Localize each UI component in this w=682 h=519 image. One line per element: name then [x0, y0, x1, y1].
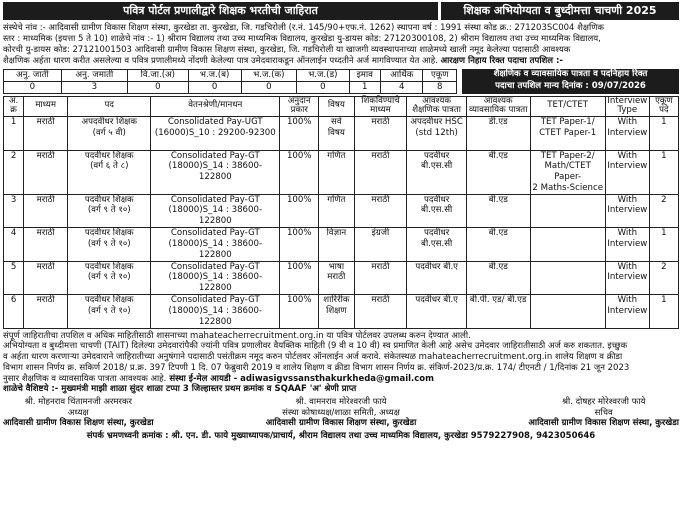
- qualification-date-box: [462, 69, 679, 94]
- subject-cell-text: मराठी: [327, 272, 346, 283]
- post-cell-text: अपदवीधर शिक्षक: [81, 117, 137, 128]
- medium-cell-text: मराठी: [36, 295, 55, 306]
- pay-scale-cell-text: (18000)S_14 : 38600-122800: [168, 272, 263, 294]
- interview-cell-text: Interview: [607, 305, 648, 316]
- column-header: विषय: [319, 96, 354, 117]
- tet-cell-text: TET Paper-1/: [540, 117, 595, 128]
- column-header: शिकविण्याचे माध्यम: [354, 96, 407, 117]
- signatory-org: आदिवासी ग्रामीण विकास शिक्षण संस्था, कुरखेडा: [3, 418, 154, 429]
- interview-cell-text: With: [617, 194, 638, 205]
- medium-cell: [24, 228, 68, 262]
- post-cell-text: (वर्ग ९ ते १०): [87, 272, 131, 283]
- vacancy-body: [4, 117, 679, 328]
- teaching-medium-cell: [354, 295, 407, 329]
- reservation-value: 0: [297, 81, 349, 93]
- reservation-header: भ.ज.(क): [241, 69, 297, 81]
- subject-cell-text: गणित: [327, 194, 346, 205]
- row-number: [4, 228, 24, 262]
- post-cell-text: पदवीधर शिक्षक: [84, 295, 134, 306]
- pay-scale-cell-text: (18000)S_14 : 38600-122800: [168, 305, 263, 327]
- interview-cell: [605, 261, 649, 295]
- tet-cell: [530, 261, 605, 295]
- grant-cell-text: 100%: [286, 261, 312, 272]
- subject-cell: [319, 194, 354, 228]
- professional-cell-text: बी.एड: [488, 261, 508, 272]
- total-posts-cell: [649, 117, 678, 151]
- education-cell: [407, 194, 467, 228]
- teaching-medium-cell-text: मराठी: [371, 295, 390, 306]
- signatory-org: आदिवासी ग्रामीण विकास शिक्षण संस्था, कुरखेडा: [528, 418, 679, 429]
- signatory-name: श्री. दोषहर मोरेश्वरजी फाये: [561, 396, 646, 407]
- signature-secretary: [528, 397, 679, 429]
- tet-cell: [530, 150, 605, 194]
- post-cell-text: (वर्ग ६ ते ८): [90, 161, 129, 172]
- interview-cell-text: Interview: [607, 161, 648, 172]
- reservation-header: इमाव: [349, 69, 381, 81]
- medium-cell: [24, 150, 68, 194]
- subject-cell: [319, 261, 354, 295]
- professional-cell-text: डी.एड: [488, 117, 508, 128]
- tet-cell: [530, 228, 605, 262]
- medium-cell: [24, 194, 68, 228]
- education-cell-text: (std 12th): [415, 127, 458, 138]
- footer-line: नुसार शैक्षणिक व व्यावसायिक पात्रता आवश्यक आहे. संस्था ई-मेल आयडी - adiwasigvssansthakurkheda@gmail.com: [3, 373, 435, 384]
- reservation-value: 0: [127, 81, 188, 93]
- post-cell-text: (वर्ग ९ ते १०): [87, 205, 131, 216]
- grant-cell-text: 100%: [286, 117, 312, 128]
- grant-cell: [280, 150, 319, 194]
- professional-cell-text: बी.एड: [488, 194, 508, 205]
- interview-cell-text: With: [617, 117, 638, 128]
- qualification-box-line: शैक्षणिक व व्यावसायिक पात्रता व पदनिहाय रिक्त: [493, 69, 648, 80]
- interview-cell: [605, 228, 649, 262]
- total-posts-cell-text: 1: [661, 117, 667, 128]
- interview-cell: [605, 295, 649, 329]
- subject-cell-text: शारिरीक: [323, 295, 350, 306]
- teaching-medium-cell-text: मराठी: [371, 194, 390, 205]
- signature-president: [3, 397, 154, 429]
- post-cell: [68, 261, 151, 295]
- tet-cell-text: CTET Paper-1: [539, 127, 597, 138]
- education-cell-text: पदवीधर बी.ए: [415, 295, 458, 306]
- grant-cell: [280, 295, 319, 329]
- education-cell-text: पदवीधर बी.ए: [415, 261, 458, 272]
- subject-cell: [319, 228, 354, 262]
- post-cell: [68, 194, 151, 228]
- pay-scale-cell: [151, 295, 280, 329]
- professional-cell-text: बी.पी. एड/ बी.एड: [469, 295, 527, 306]
- pay-scale-cell-text: (18000)S_14 : 38600-122800: [168, 161, 263, 183]
- professional-cell: [466, 150, 530, 194]
- medium-cell-text: मराठी: [36, 228, 55, 239]
- interview-cell-text: Interview: [607, 205, 648, 216]
- reservation-value: 1: [349, 81, 381, 93]
- teaching-medium-cell: [354, 150, 407, 194]
- pay-scale-cell-text: (16000)S_10 : 29200-92300: [154, 127, 276, 138]
- institution-intro: [3, 23, 679, 67]
- table-row: [4, 261, 679, 295]
- row-number: [4, 194, 24, 228]
- pay-scale-cell: [151, 117, 280, 151]
- total-posts-cell: [649, 228, 678, 262]
- total-posts-cell: [649, 150, 678, 194]
- tet-cell-text: Math/CTET Paper-: [544, 161, 591, 183]
- intro-line: शैक्षणिक अर्हता धारण करीत असलेल्या व पवित्र प्रणालीमध्ये नोंदणी केलेल्या पात्र उमेदवाराकडून ऑनलाईन पध्दतीने अर्ज मागविण्यात येत आहे. आरक्षण निहाय रिक्त पदाचा तपशिल :-: [3, 55, 563, 66]
- teaching-medium-cell: [354, 194, 407, 228]
- pay-scale-cell-text: Consolidated Pay-GT: [170, 261, 260, 272]
- column-header: अ. क्र: [4, 96, 24, 117]
- row-number-text: 4: [10, 228, 17, 239]
- total-posts-cell: [649, 295, 678, 329]
- education-cell-text: पदवीधर: [424, 194, 450, 205]
- interview-cell-text: With: [617, 261, 638, 272]
- grant-cell-text: 100%: [286, 150, 312, 161]
- pay-scale-cell-text: Consolidated Pay-GT: [170, 150, 260, 161]
- column-header: वेतनश्रेणी/मानधन: [151, 96, 280, 117]
- total-posts-cell-text: 2: [661, 194, 667, 205]
- reservation-header: आर्थिक: [381, 69, 423, 81]
- tet-cell: [530, 117, 605, 151]
- column-header: पद: [68, 96, 151, 117]
- interview-cell: [605, 150, 649, 194]
- grant-cell: [280, 117, 319, 151]
- total-posts-cell: [649, 194, 678, 228]
- teaching-medium-cell-text: मराठी: [371, 261, 390, 272]
- medium-cell-text: मराठी: [36, 150, 55, 161]
- footer-line: व अर्हता धारण करणाऱ्या उमेदवाराने जाहिरातीच्या अनुषंगाने पदासाठी पसंतीक्रम नमूद करुन पोर्टलवर ऑनलाईन अर्ज करावे. संकेतस्थळ mahateacherrecruitment.org.in शालेय शिक्षण व क्रीडा: [3, 352, 623, 363]
- grant-cell: [280, 261, 319, 295]
- professional-cell: [466, 194, 530, 228]
- row-number-text: 1: [10, 117, 17, 128]
- reservation-value: 4: [381, 81, 423, 93]
- vacancy-table: [3, 96, 679, 329]
- post-cell-text: (वर्ग ५ वी): [92, 127, 126, 138]
- reservation-header: एकूण: [423, 69, 457, 81]
- grant-cell-text: 100%: [286, 194, 312, 205]
- post-cell: [68, 295, 151, 329]
- professional-cell: [466, 228, 530, 262]
- interview-cell-text: With: [617, 150, 638, 161]
- row-number-text: 6: [10, 295, 17, 306]
- teaching-medium-cell-text: मराठी: [371, 117, 390, 128]
- medium-cell-text: मराठी: [36, 194, 55, 205]
- professional-cell-text: बी.एड: [488, 228, 508, 239]
- reservation-value: 0: [4, 81, 62, 93]
- education-cell-text: पदवीधर: [424, 150, 450, 161]
- reservation-section: [3, 69, 679, 94]
- reservation-header: भ.ज.(ड): [297, 69, 349, 81]
- tet-cell: [530, 295, 605, 329]
- column-header: Interview Type: [607, 95, 648, 116]
- reservation-table: [3, 69, 457, 94]
- subject-cell-text: गणित: [327, 150, 346, 161]
- title-bar: [3, 2, 679, 20]
- professional-cell: [466, 261, 530, 295]
- education-cell: [407, 295, 467, 329]
- row-number-text: 2: [10, 150, 17, 161]
- row-number-text: 3: [10, 194, 17, 205]
- pay-scale-cell-text: Consolidated Pay-GT: [170, 228, 260, 239]
- interview-cell-text: Interview: [607, 272, 648, 283]
- reservation-value: 0: [241, 81, 297, 93]
- professional-cell: [466, 295, 530, 329]
- reservation-header: वि.जा.(अ): [127, 69, 188, 81]
- education-cell: [407, 117, 467, 151]
- signatory-name: श्री. वामनराव मोरेश्वरजी फाये: [295, 396, 387, 407]
- interview-cell-text: With: [617, 295, 638, 306]
- table-row: [4, 150, 679, 194]
- education-cell-text: बी.एस.सी: [421, 238, 453, 249]
- intro-line: संस्थेचे नांव :- आदिवासी ग्रामीण विकास शिक्षण संस्था, कुरखेडा ता. कुरखेडा, जि. गडचिरोली (र.नं. 145/90+एफ.नं. 1262) स्थापना वर्ष : 1991 संस्था कोड क्र.: 271203SC004 शैक्षणिक: [3, 23, 604, 33]
- vacancy-header-row: [4, 96, 679, 117]
- tet-cell-text: TET Paper-2/: [540, 150, 595, 161]
- contact-email: संस्था ई-मेल आयडी - adiwasigvssansthakurkheda@gmail.com: [166, 373, 435, 384]
- footer-line: संपूर्ण जाहिरातीचा तपशिल व अधिक माहितीसाठी शासनाच्या mahateacherrecruitment.org.in या पवित्र पोर्टलवर उपलब्ध करुन देण्यात आली.: [3, 330, 471, 341]
- grant-cell-text: 100%: [286, 295, 312, 306]
- ad-title: पवित्र पोर्टल प्रणालीद्वारे शिक्षक भरतीची जाहिरात: [3, 2, 438, 20]
- medium-cell-text: मराठी: [36, 261, 55, 272]
- table-row: [4, 194, 679, 228]
- education-cell: [407, 228, 467, 262]
- education-cell-text: पदवीधर: [424, 228, 450, 239]
- approval-date: पदाचा तपशिल मान्य दिनांक : 09/07/2026: [495, 81, 646, 91]
- grant-cell-text: 100%: [286, 228, 312, 239]
- signatory-name: श्री. मोहनराव चिंतामनजी अरमरकर: [24, 396, 132, 407]
- column-header: आवश्यक शैक्षणिक पात्रता: [407, 96, 467, 117]
- teaching-medium-cell: [354, 117, 407, 151]
- pay-scale-cell: [151, 150, 280, 194]
- post-cell-text: पदवीधर शिक्षक: [84, 150, 134, 161]
- grant-cell: [280, 194, 319, 228]
- post-cell-text: (वर्ग ९ ते १०): [87, 238, 131, 249]
- reservation-header: भ.ज.(ब): [188, 69, 241, 81]
- total-posts-cell-text: 1: [661, 150, 667, 161]
- pay-scale-cell-text: Consolidated Pay-GT: [170, 194, 260, 205]
- details-footer: [3, 331, 679, 395]
- teaching-medium-cell-text: मराठी: [371, 150, 390, 161]
- intro-line: स्तर : माध्यमिक (इयत्ता 5 ते 10) शाळेचे नांव :- 1) श्रीराम विद्यालय तथा उच्च माध्यमिक विद्यालय, कुरखेडा यु-डायस कोड: 27120300108, 2) श्रीराम विद्यालय तथा उच्च माध्यमिक विद्यालय,: [3, 33, 601, 44]
- signatory-role: सचिव: [594, 407, 613, 418]
- subject-cell-text: विषय: [327, 127, 345, 138]
- subject-cell-text: सर्व: [331, 117, 342, 128]
- professional-cell-text: बी.एड: [488, 150, 508, 161]
- reservation-heading: आरक्षण निहाय रिक्त पदाचा तपशिल :-: [440, 55, 563, 66]
- exam-title: शिक्षक अभियोग्यता व बुध्दीमत्ता चाचणी 2025: [441, 2, 679, 20]
- education-cell-text: अपदवीधर HSC: [410, 117, 463, 128]
- post-cell: [68, 150, 151, 194]
- post-cell-text: पदवीधर शिक्षक: [84, 261, 134, 272]
- subject-cell-text: विज्ञान: [326, 228, 347, 239]
- column-header: अनुदान प्रकार: [280, 96, 319, 117]
- reservation-value: 0: [188, 81, 241, 93]
- post-cell-text: पदवीधर शिक्षक: [84, 194, 134, 205]
- total-posts-cell: [649, 261, 678, 295]
- education-cell: [407, 261, 467, 295]
- column-header: TET/CTET: [530, 96, 605, 117]
- school-features: शाळेचे वैशिष्टये :- मुख्यमंत्री माझी शाळा सुंदर शाळा टप्पा 3 जिल्हास्तर प्रथम क्रमांक व SQAAF 'अ' श्रेणी प्राप्त: [3, 384, 357, 395]
- reservation-value: 8: [423, 81, 457, 93]
- reservation-value: 3: [61, 81, 127, 93]
- pay-scale-cell-text: Consolidated Pay-UGT: [167, 117, 263, 128]
- row-number: [4, 261, 24, 295]
- signatures: [3, 397, 679, 429]
- pay-scale-cell-text: Consolidated Pay-GT: [170, 295, 260, 306]
- row-number: [4, 117, 24, 151]
- contact-numbers: संपर्क भ्रमणध्वनी क्रमांक : श्री. एन. डी. फाये मुख्याध्यापक/प्राचार्य, श्रीराम विद्यालय तथा उच्च माध्यमिक विद्यालय, कुरखेडा 9579227908, 9423050646: [86, 431, 596, 442]
- education-cell: [407, 150, 467, 194]
- pay-scale-cell: [151, 194, 280, 228]
- interview-cell: [605, 194, 649, 228]
- medium-cell: [24, 261, 68, 295]
- table-row: [4, 117, 679, 151]
- reservation-header: अनु. जमाती: [61, 69, 127, 81]
- grant-cell: [280, 228, 319, 262]
- medium-cell: [24, 117, 68, 151]
- teaching-medium-cell: [354, 261, 407, 295]
- interview-cell-text: Interview: [607, 238, 648, 249]
- professional-cell: [466, 117, 530, 151]
- subject-cell: [319, 117, 354, 151]
- medium-cell-text: मराठी: [36, 117, 55, 128]
- subject-cell-text: भाषा: [328, 261, 345, 272]
- subject-cell: [319, 295, 354, 329]
- signatory-org: आदिवासी ग्रामीण विकास शिक्षण संस्था, कुरखेडा: [265, 418, 417, 429]
- post-cell: [68, 228, 151, 262]
- pay-scale-cell-text: (18000)S_14 : 38600-122800: [168, 205, 263, 227]
- tet-cell-text: 2 Maths-Science: [532, 182, 603, 193]
- row-number: [4, 150, 24, 194]
- total-posts-cell-text: 1: [661, 295, 667, 306]
- row-number-text: 5: [10, 261, 17, 272]
- pay-scale-cell-text: (18000)S_14 : 38600-122800: [168, 238, 263, 260]
- pay-scale-cell: [151, 261, 280, 295]
- subject-cell: [319, 150, 354, 194]
- post-cell-text: (वर्ग ९ ते १०): [87, 305, 131, 316]
- education-cell-text: बी.एस.सी: [421, 161, 453, 172]
- reservation-value-row: [4, 81, 457, 93]
- tet-cell: [530, 194, 605, 228]
- signatory-role: संस्था कोषाध्यक्ष/शाळा समिती, अध्यक्ष: [282, 407, 400, 418]
- pay-scale-cell: [151, 228, 280, 262]
- interview-cell-text: With: [617, 228, 638, 239]
- signatory-role: अध्यक्ष: [67, 407, 89, 418]
- footer-line: विभाग शासन निर्णय क्र. सकिर्ण 2018/ प्र.क्र. 397 टिपणी 1 दि. 07 फेब्रुवारी 2019 व शालेय शिक्षण व क्रीडा विभाग शासन निर्णय क्र. संकिर्ण-2023/प्र.क्र. 174/ टीएनटी / 1/दिनांक 21 जून 2023: [3, 362, 630, 373]
- post-cell-text: पदवीधर शिक्षक: [84, 228, 134, 239]
- post-cell: [68, 117, 151, 151]
- row-number: [4, 295, 24, 329]
- intro-line: कोरची यु-डायस कोड: 27121001503 आदिवासी ग्रामीण विकास शिक्षण संस्था, कुरखेडा, जि. गडचिरोली या खाजगी व्यवस्थापनाच्या शाळेमध्ये खाली नमूद केलेल्या पदासाठी आवश्यक: [3, 44, 571, 55]
- education-cell-text: बी.एस.सी: [421, 205, 453, 216]
- teaching-medium-cell: [354, 228, 407, 262]
- interview-cell: [605, 117, 649, 151]
- footer-line: अभियोग्यता व बुध्दीमत्ता चाचणी (TAIT) दिलेल्या उमेदवारांपैकी ज्यांनी पवित्र प्रणालीवर वैयक्तिक माहिती (9 वी व 10 वी) स्व प्रमाणित केली आहे असेच उमेदवार जाहिरातीसाठी अर्ज करु शकतात. इच्छुक: [3, 341, 628, 352]
- total-posts-cell-text: 1: [661, 228, 667, 239]
- column-header: माध्यम: [24, 96, 68, 117]
- column-header: आवश्यक व्यावसायिक पात्रता: [466, 96, 530, 117]
- reservation-header: अनु. जाती: [4, 69, 62, 81]
- subject-cell-text: शिक्षण: [326, 305, 347, 316]
- interview-cell-text: Interview: [607, 127, 648, 138]
- reservation-header-row: [4, 69, 457, 81]
- table-row: [4, 295, 679, 329]
- medium-cell: [24, 295, 68, 329]
- teaching-medium-cell-text: इंग्रजी: [371, 228, 390, 239]
- signature-treasurer: [266, 397, 417, 429]
- table-row: [4, 228, 679, 262]
- column-header: एकूण पदे: [649, 96, 678, 117]
- total-posts-cell-text: 2: [661, 261, 667, 272]
